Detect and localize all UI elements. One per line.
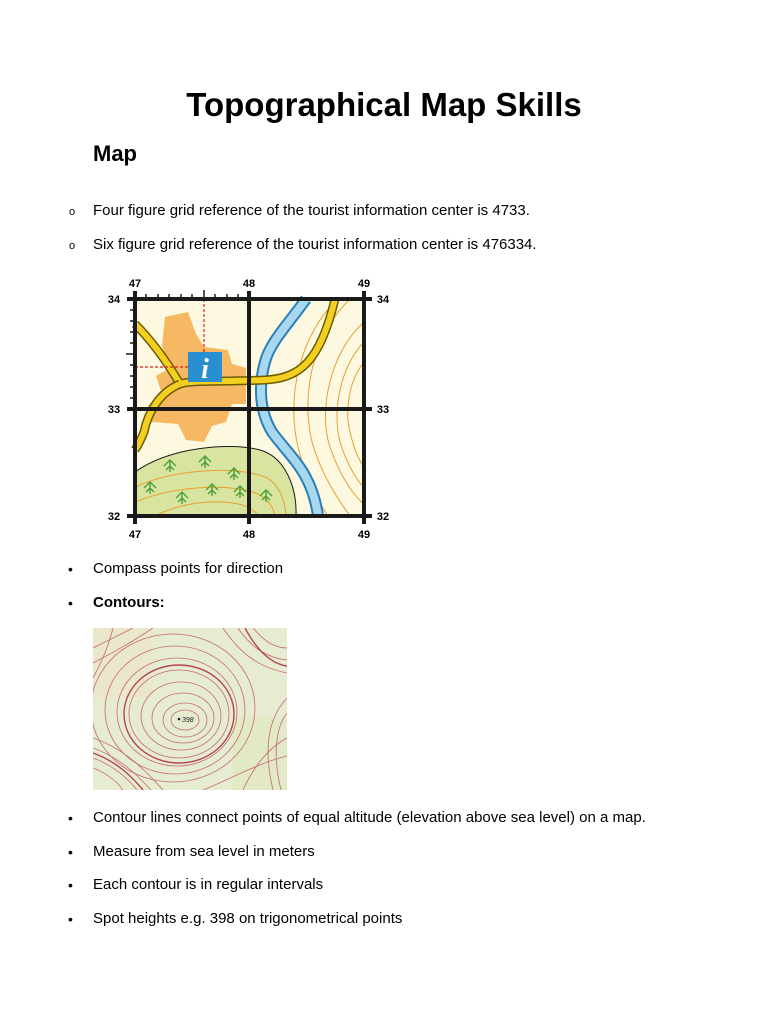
easting-bottom-49: 49 [357,529,371,541]
spot-height-label: 398 [182,717,194,724]
list-marker: • [68,595,73,611]
easting-bottom-48: 48 [242,529,256,541]
northing-right-33: 33 [376,404,390,416]
grid-ref-four-figure: Four figure grid reference of the tourist information center is 4733. [93,202,530,219]
easting-top-49: 49 [357,278,371,290]
grid-reference-map [100,272,400,544]
bullet-intervals: Each contour is in regular intervals [93,876,324,893]
easting-top-48: 48 [242,278,256,290]
northing-right-32: 32 [376,511,390,523]
easting-bottom-47: 47 [128,529,142,541]
list-marker: o [69,206,76,218]
grid-ref-six-figure: Six figure grid reference of the tourist information center is 476334. [93,236,537,253]
list-marker: • [68,561,73,577]
list-marker: • [68,844,73,860]
easting-top-47: 47 [128,278,142,290]
list-marker: • [68,810,73,826]
northing-left-32: 32 [107,511,121,523]
spot-height-point [178,718,181,721]
list-marker: • [68,877,73,893]
northing-left-33: 33 [107,404,121,416]
northing-left-34: 34 [107,294,121,306]
bullet-compass: Compass points for direction [93,560,284,577]
list-marker: o [69,240,76,252]
bullet-contours-heading: Contours: [93,594,165,611]
contour-map-image [93,628,287,790]
info-symbol-text: i [201,354,209,385]
list-marker: • [68,911,73,927]
page-title: Topographical Map Skills [186,86,582,123]
section-heading-map: Map [93,141,137,166]
bullet-spot-heights: Spot heights e.g. 398 on trigonometrical points [93,910,403,927]
bullet-sea-level: Measure from sea level in meters [93,843,315,860]
bullet-contour-definition: Contour lines connect points of equal altitude (elevation above sea level) on a map. [93,809,646,826]
northing-right-34: 34 [376,294,390,306]
